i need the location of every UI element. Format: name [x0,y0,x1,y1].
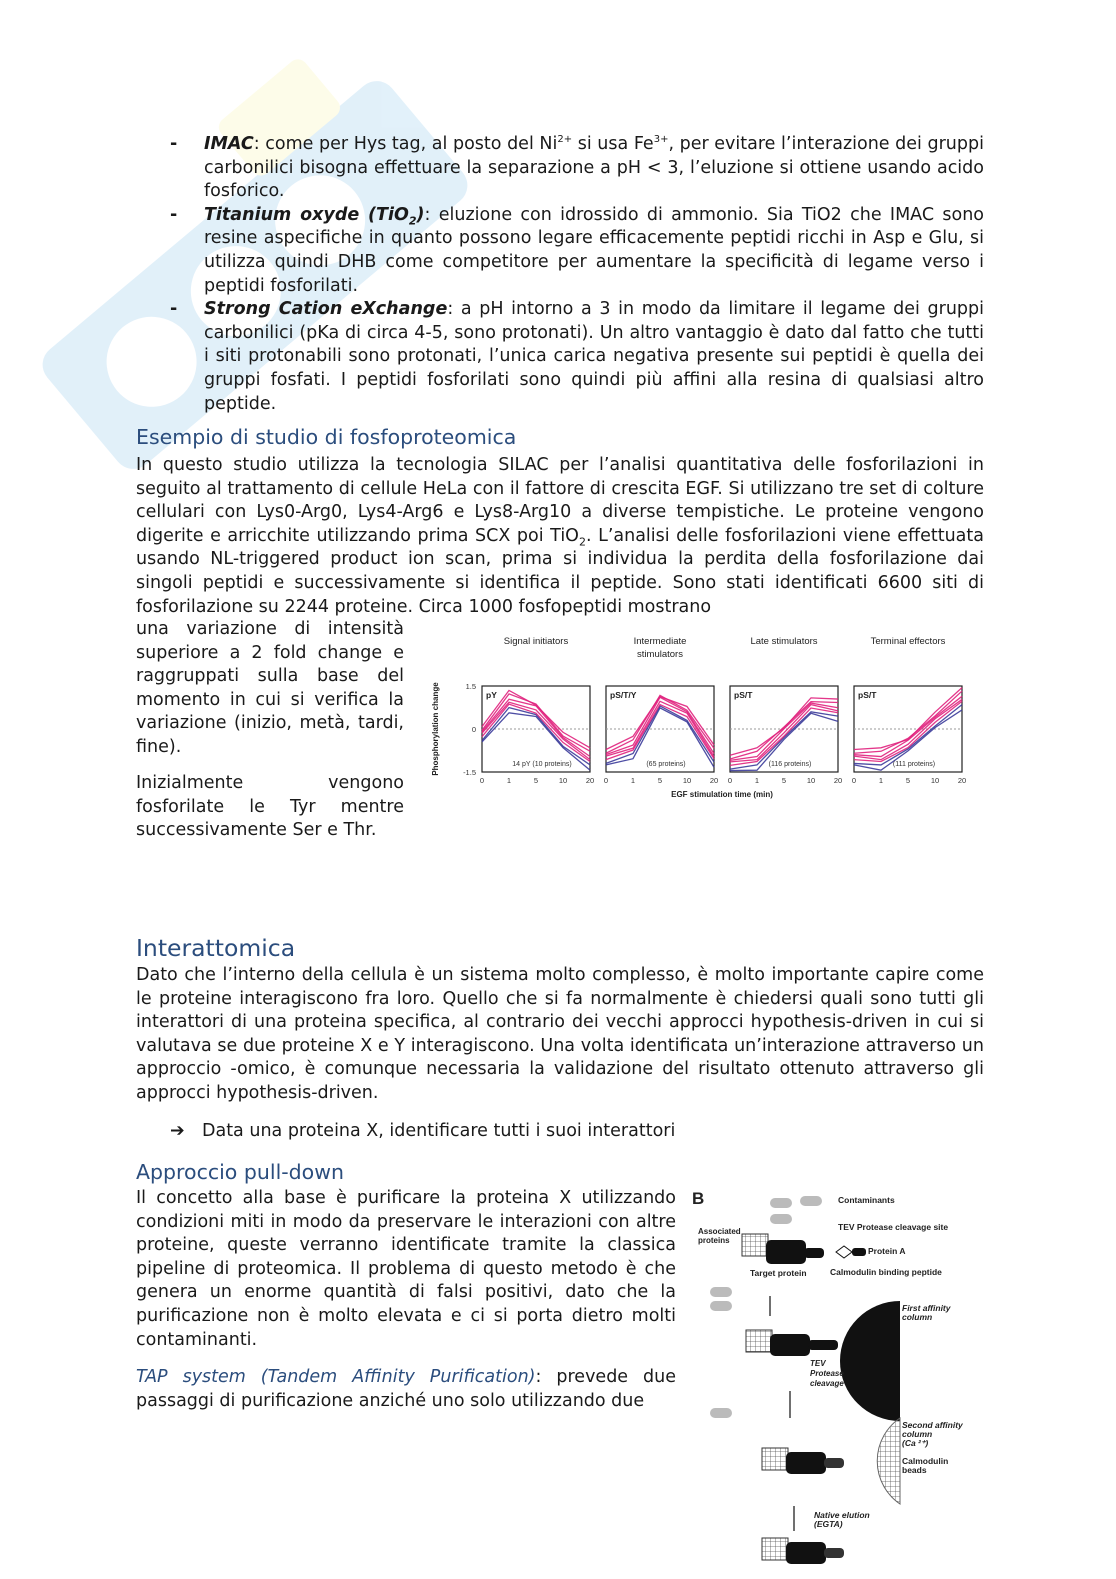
y-tick-label: -1.5 [463,768,476,777]
panel-title: Terminal effectors [870,636,946,647]
x-tick-label: 10 [558,776,568,785]
panel-count: (65 proteins) [646,761,686,768]
panel-letter: B [692,1189,705,1208]
panel-count: (111 proteins) [892,761,936,768]
protein-a-tag [852,1248,866,1256]
label-calmodulin: Calmodulin [902,1456,949,1466]
x-tick-label: 1 [754,776,760,785]
cbp-tag [804,1248,824,1258]
interactomics-paragraph: Dato che l’interno della cellula è un sistema molto complesso, è molto importante capire come le proteine interagiscono fra loro. Quello che si fa normalmente è chiedersi quali sono tutti gli interattori di una proteina specifica, al contrario dei vecchi approcci hypothesis-driven in cui si valutava se due proteine X e Y interagiscono. Una volta identificata un’interazione attraverso un approccio -omico, è comunque necessaria la validazione del risultato ottenuto attraverso gli approcci hypothesis-driven. [136,965,984,1103]
arrow-item-text: Data una proteina X, identificare tutti i suoi interattori [202,1121,676,1141]
tev-site-marker [836,1246,852,1258]
term-imac: IMAC [204,134,254,154]
panel-title: Intermediate [633,636,687,647]
tap-purification-figure [690,1186,980,1576]
label-first-column-2: column [902,1312,933,1322]
term-scx: Strong Cation eXchange [204,299,448,320]
label-tev-site: TEV Protease cleavage site [838,1222,949,1232]
label-second-column-3: (Ca ²⁺) [902,1438,929,1448]
phospho-kinetics-chart [428,630,968,805]
contaminant-blob [710,1287,732,1297]
x-tick-label: 20 [585,776,595,785]
target-protein [766,1240,806,1264]
panel-tag: pS/T/Y [610,690,637,700]
target-protein [770,1334,810,1356]
label-calmodulin-2: beads [902,1465,927,1475]
x-tick-label: 20 [833,776,843,785]
panel-title: Late stimulators [750,636,818,647]
pulldown-paragraph: Il concetto alla base è purificare la proteina X utilizzando condizioni miti in modo da preservare le interazioni con altre proteine, queste verranno identificate tramite la classica pipeline di proteomica. Il problema di questo metodo è che genera un enorme quantità di falsi positivi, dato che la purificazione non è molto elevata e ci si porta dietro molti contaminanti. [136,1188,676,1350]
y-tick-label: 0 [471,725,476,734]
x-tick-label: 10 [682,776,692,785]
bound-tag [808,1340,838,1350]
cbp-tag [824,1548,844,1558]
x-tick-label: 5 [657,776,663,785]
bullet-scx: - Strong Cation eXchange: a pH intorno a 3 in modo da limitare il legame dei gruppi carbonilici (pKa di circa 4-5, sono protonati). Un altro vantaggio è dato dal fatto che tutti i siti protonabili sono protonati, l’unica carica negativa presente sui peptidi è quella dei gruppi fosfati. I peptidi fosforilati sono quindi più affini alla resina di qualsiasi altro peptide. [170,299,984,414]
panel-tag: pS/T [734,690,753,700]
x-tick-label: 0 [603,776,609,785]
associated-protein [746,1330,772,1352]
x-tick-label: 1 [630,776,636,785]
panel-title-2: stimulators [637,649,683,660]
panel-count: (116 proteins) [768,761,812,768]
x-tick-label: 5 [905,776,911,785]
x-tick-label: 20 [709,776,719,785]
x-tick-label: 20 [957,776,967,785]
heading-pulldown: Approccio pull-down [136,1160,344,1184]
bullet-imac: - IMAC: come per Hys tag, al posto del $Ni^{2+}$ si usa $Fe^{3+}$, per evitare l’interazione dei gruppi carbonilici bisogna effettuare la separazione a pH < 3, l’eluzione si ottiene usando acido fosforico. [170,134,984,202]
label-native-elution: Native elution [814,1510,870,1520]
label-contaminants: Contaminants [838,1195,895,1205]
panel-tag: pY [486,690,497,700]
y-axis-label: Phosphorylation change [431,682,440,776]
arrow-item [136,1120,984,1144]
panel-tag: pS/T [858,690,877,700]
example-paragraph: In questo studio utilizza la tecnologia SILAC per l’analisi quantitativa delle fosforilazioni in seguito al trattamento di cellule HeLa con il fattore di crescita EGF. Si utilizzano tre set di colture cellulari con Lys0-Arg0, Lys4-Arg6 e Lys8-Arg10 a diverse tempistiche. Le proteine vengono digerite e arricchite utilizzando prima SCX poi TiO$_2$. L’analisi delle fosforilazioni viene effettuata usando NL-triggered product ion scan, prima si individua la perdita della fosforilazione dai singoli peptidi e successivamente si identifica il peptide. Sono stati identificati 6600 siti di fosforilazione su 2244 proteine. Circa 1000 fosfopeptidi mostrano [136,455,984,617]
label-igg-2: beads [906,1345,931,1355]
example-paragraph-cont: una variazione di intensità superiore a 2 fold change e raggruppati sulla base del momento in cui si verifica la variazione (inizio, metà, tardi, fine). [136,619,404,757]
x-tick-label: 0 [727,776,733,785]
cbp-tag [824,1458,844,1468]
contaminant-blob [710,1301,732,1311]
label-target: Target protein [750,1268,807,1278]
arrow-right-icon: ➔ [170,1121,185,1141]
x-tick-label: 5 [533,776,539,785]
associated-protein [762,1448,788,1470]
label-tev: TEV [810,1359,826,1368]
heading-interactomics: Interattomica [136,934,296,962]
panel-title: Signal initiators [503,636,569,647]
x-tick-label: 10 [806,776,816,785]
label-igg: IgG [906,1336,921,1346]
contaminant-blob [800,1196,822,1206]
label-associated: Associated [698,1227,741,1236]
heading-phospho-example: Esempio di studio di fosfoproteomica [136,425,517,449]
term-tio2: Titanium oxyde (TiO$_2$) [204,204,425,228]
x-tick-label: 10 [930,776,940,785]
panel-count: 14 pY (10 proteins) [512,761,572,768]
example-paragraph-2: Inizialmente vengono fosforilate le Tyr mentre successivamente Ser e Thr. [136,773,404,841]
tap-term: TAP system (Tandem Affinity Purification) [136,1367,536,1387]
calmodulin-column [877,1418,900,1504]
bullet-tio2: - Titanium oxyde (TiO$_2$): eluzione con idrossido di ammonio. Sia TiO2 che IMAC sono resine aspecifiche in quanto possono legare efficacemente peptidi ricchi in Asp e Glu, si utilizza quindi DHB come competitore per aumentare la specificità di legame verso i peptidi fosforilati. [170,204,984,296]
label-native-elution-2: (EGTA) [814,1519,843,1529]
label-second-column: Second affinity [902,1420,963,1430]
y-tick-label: 1.5 [465,682,476,691]
label-second-column-2: column [902,1429,933,1439]
label-tev-2: Protease [810,1369,844,1378]
contaminant-blob [770,1198,792,1208]
phospho-enrichment-list [136,133,984,416]
x-tick-label: 0 [479,776,485,785]
label-tev-3: cleavage [810,1379,844,1388]
contaminant-blob [770,1214,792,1224]
associated-protein [762,1538,788,1560]
x-tick-label: 0 [851,776,857,785]
contaminant-blob [710,1408,732,1418]
associated-protein [742,1234,768,1256]
x-axis-label: EGF stimulation time (min) [671,790,773,799]
x-tick-label: 1 [878,776,884,785]
x-tick-label: 1 [506,776,512,785]
igg-column [840,1301,900,1421]
target-protein [786,1452,826,1474]
label-protein-a: Protein A [868,1246,906,1256]
x-tick-label: 5 [781,776,787,785]
tap-paragraph: TAP system (Tandem Affinity Purification): prevede due passaggi di purificazione anziché uno solo utilizzando due [136,1367,676,1411]
label-associated-2: proteins [698,1236,730,1245]
label-first-column: First affinity [902,1303,951,1313]
target-protein [786,1542,826,1564]
label-cbp: Calmodulin binding peptide [830,1267,942,1277]
